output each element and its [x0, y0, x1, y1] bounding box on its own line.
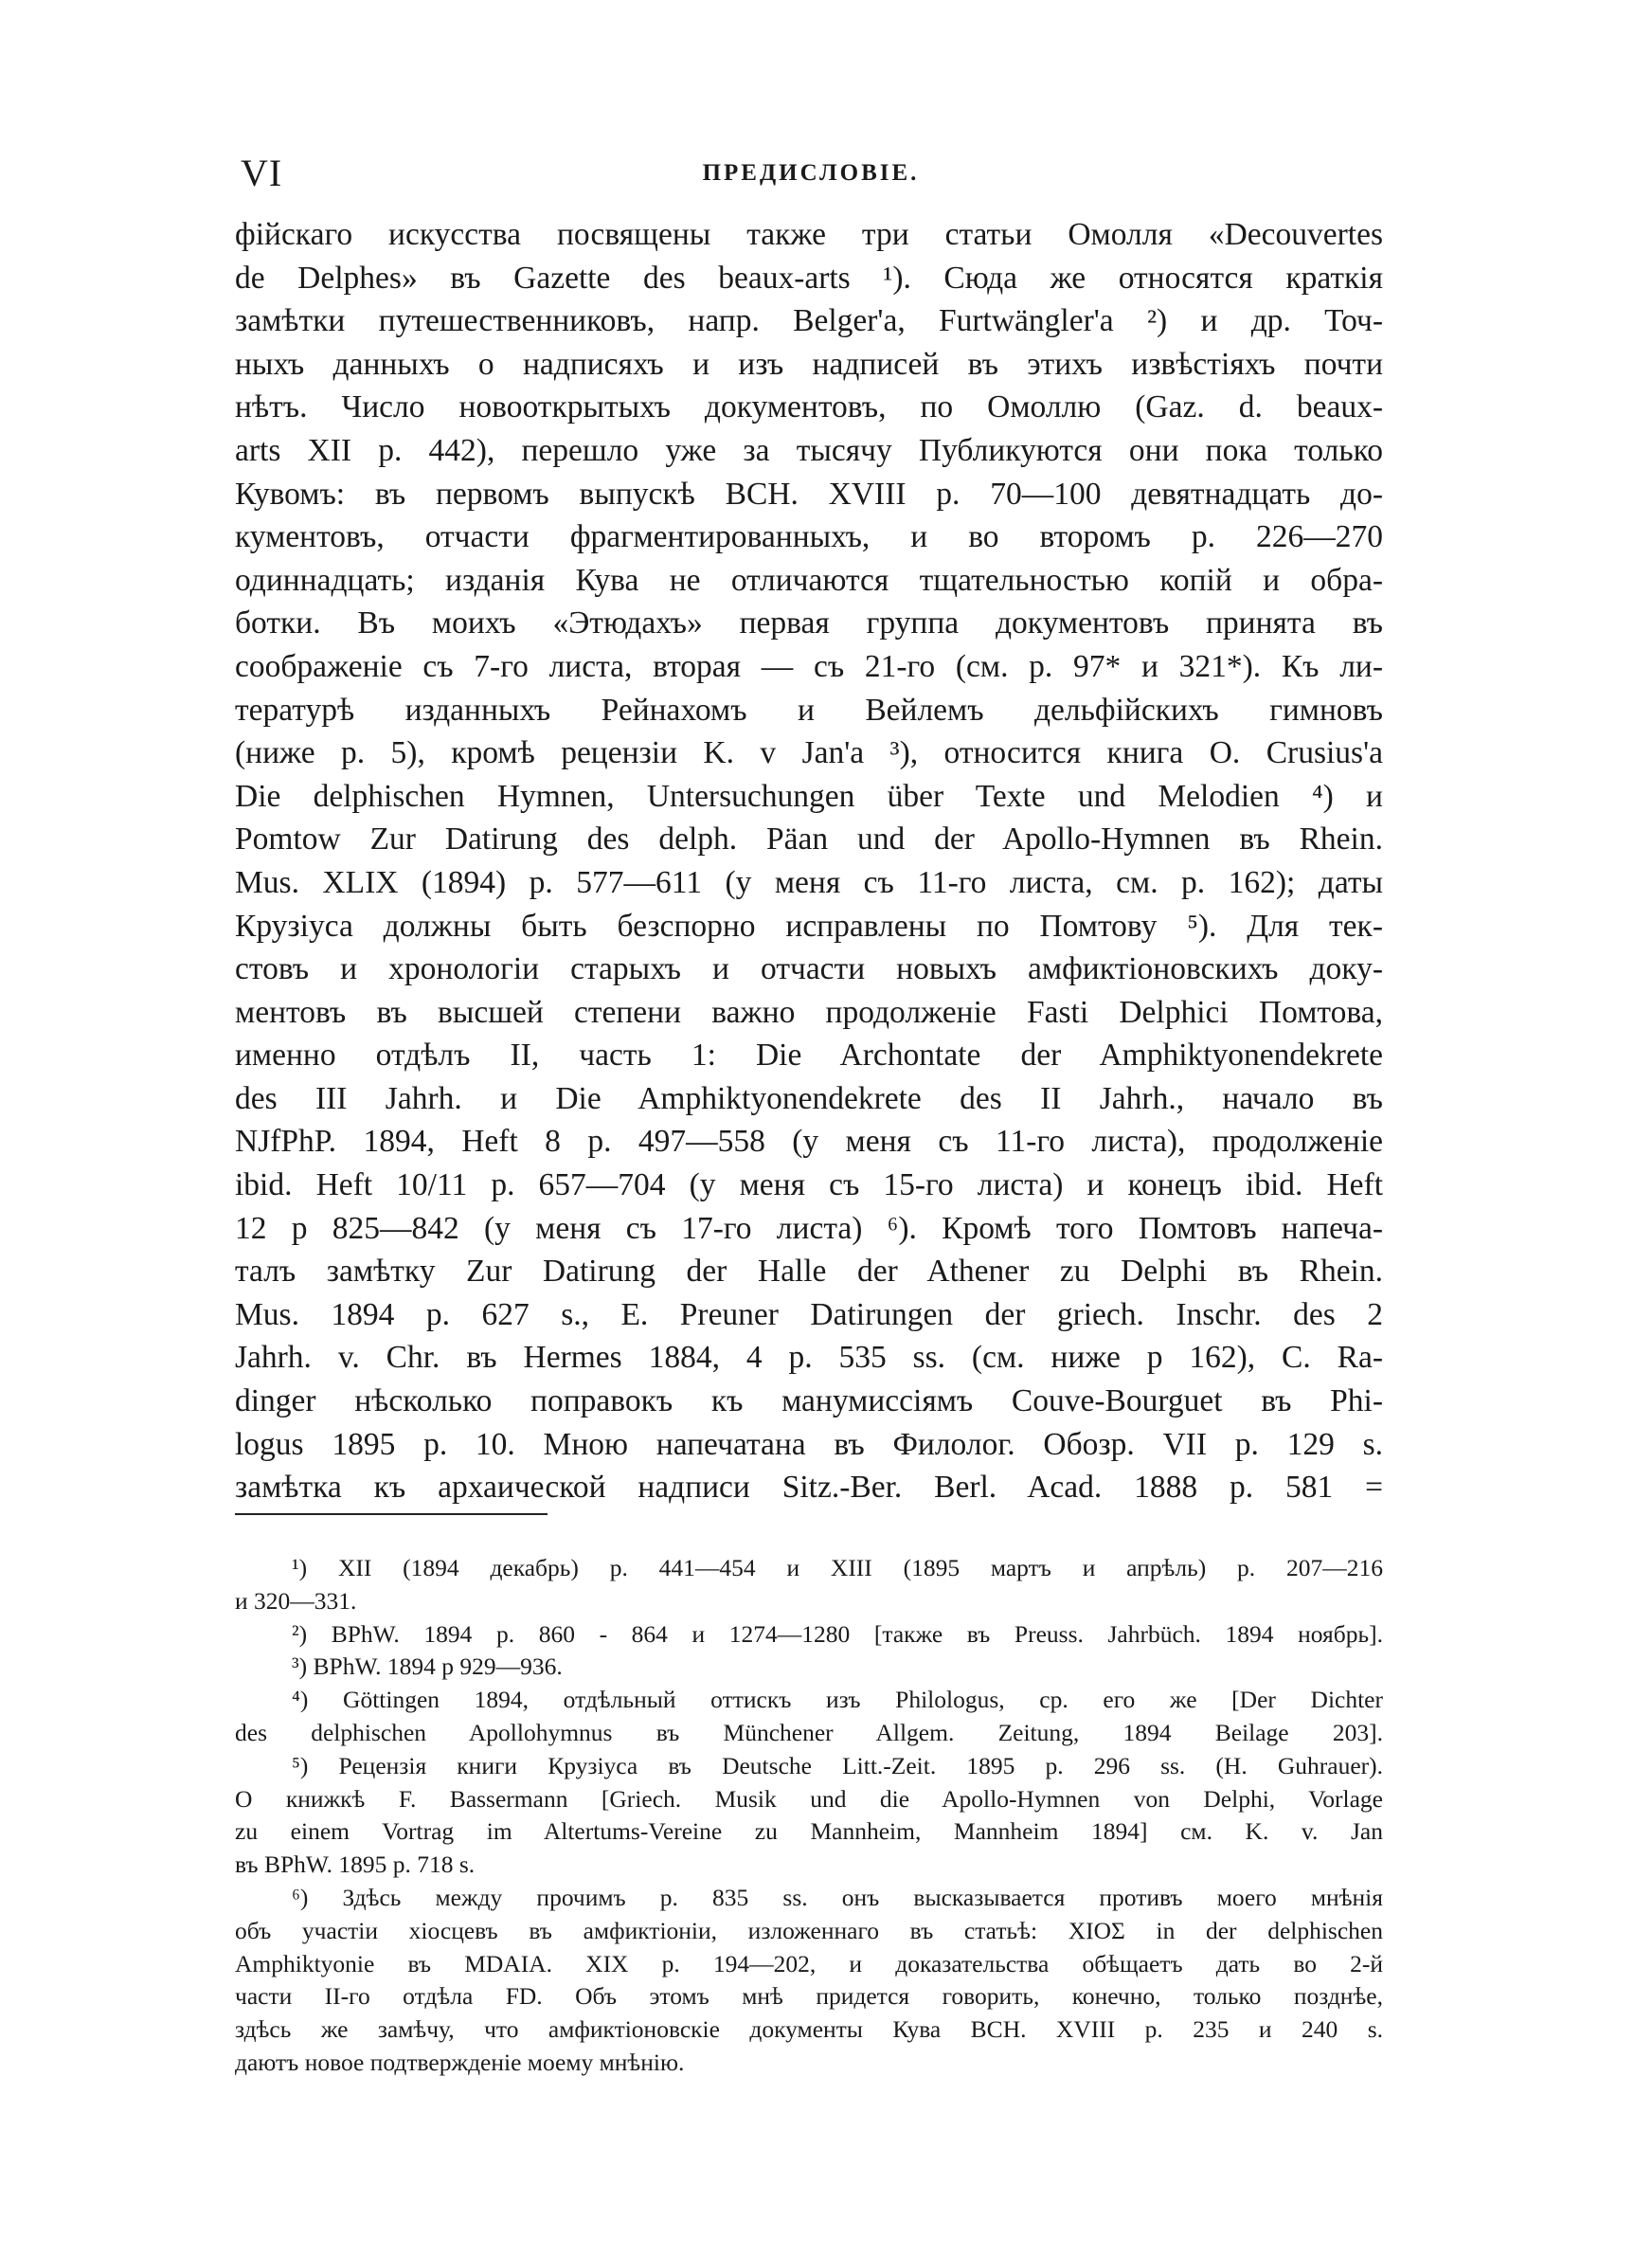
- body-line: Крузіуса должны быть безспорно исправлены по Помтову ⁵). Для тек-: [235, 908, 1383, 944]
- footnote-divider: [235, 1513, 548, 1515]
- body-line: de Delphes» въ Gazette des beaux-arts ¹). Сюда же относятся краткія: [235, 260, 1383, 296]
- body-line: ментовъ въ высшей степени важно продолженіе Fasti Delphici Помтова,: [235, 994, 1383, 1030]
- footnote-line: ⁴) Göttingen 1894, отдѣльный оттискъ изъ Philologus, ср. его же [Der Dichter: [292, 1686, 1383, 1714]
- body-line: Mus. 1894 p. 627 s., E. Preuner Datirungen der griech. Inschr. des 2: [235, 1296, 1383, 1332]
- body-line: NJfPhP. 1894, Heft 8 p. 497—558 (у меня съ 11-го листа), продолженіе: [235, 1124, 1383, 1160]
- footnote-line: части II-го отдѣла FD. Объ этомъ мнѣ придется говорить, конечно, только позднѣе,: [235, 1982, 1383, 2011]
- footnote-line: des delphischen Apollohymnus въ Münchener Allgem. Zeitung, 1894 Beilage 203].: [235, 1718, 1383, 1746]
- body-line: тературѣ изданныхъ Рейнахомъ и Вейлемъ дельфійскихъ гимновъ: [235, 692, 1383, 728]
- footnote-line: О книжкѣ F. Bassermann [Griech. Musik und die Apollo-Hymnen von Delphi, Vorlage: [235, 1784, 1383, 1813]
- footnote-line: ⁶) Здѣсь между прочимъ p. 835 ss. онъ высказывается противъ моего мнѣнія: [292, 1883, 1383, 1911]
- body-line: Mus. XLIX (1894) p. 577—611 (у меня съ 11-го листа, см. p. 162); даты: [235, 864, 1383, 900]
- footnotes: [235, 1552, 1383, 2080]
- footnote-line: объ участіи хіосцевъ въ амфиктіоніи, изложеннаго въ статьѣ: ΧΙΟΣ in der delphischen: [235, 1916, 1383, 1944]
- body-text: [235, 213, 1383, 1509]
- page-number: VI: [241, 152, 283, 194]
- body-line: Pomtow Zur Datirung des delph. Päan und der Apollo-Hymnen въ Rhein.: [235, 822, 1383, 858]
- body-line: ibid. Heft 10/11 p. 657—704 (у меня съ 15-го листа) и конецъ ibid. Heft: [235, 1167, 1383, 1203]
- body-line: Кувомъ: въ первомъ выпускѣ BCH. XVIII p. 70—100 девятнадцать до-: [235, 476, 1383, 512]
- footnote-line: ³) BPhW. 1894 p 929—936.: [292, 1652, 563, 1681]
- body-line: 12 p 825—842 (у меня съ 17-го листа) ⁶). Кромѣ того Помтовъ напеча-: [235, 1210, 1383, 1246]
- body-line: замѣтки путешественниковъ, напр. Belger'а, Furtwängler'а ²) и др. Точ-: [235, 303, 1383, 339]
- body-line: нѣтъ. Число новооткрытыхъ документовъ, по Омоллю (Gaz. d. beaux-: [235, 389, 1383, 425]
- footnote-line: въ BPhW. 1895 p. 718 s.: [235, 1851, 476, 1879]
- body-line: одиннадцать; изданія Кува не отличаются тщательностью копій и обра-: [235, 562, 1383, 598]
- footnote-line: здѣсь же замѣчу, что амфиктіоновскіе документы Кува BCH. XVIII p. 235 и 240 s.: [235, 2015, 1383, 2044]
- body-line: кументовъ, отчасти фрагментированныхъ, и во второмъ p. 226—270: [235, 519, 1383, 555]
- footnote-line: и 320—331.: [235, 1586, 357, 1615]
- body-line: dinger нѣсколько поправокъ къ манумиссіямъ Couve-Bourguet въ Phi-: [235, 1383, 1383, 1419]
- body-line: ныхъ данныхъ о надписяхъ и изъ надписей въ этихъ извѣстіяхъ почти: [235, 346, 1383, 382]
- body-line: замѣтка къ архаической надписи Sitz.-Ber. Berl. Acad. 1888 p. 581 =: [235, 1470, 1383, 1506]
- body-line: logus 1895 p. 10. Мною напечатана въ Филолог. Обозр. VII p. 129 s.: [235, 1426, 1383, 1462]
- body-line: arts XII p. 442), перешло уже за тысячу Публикуются они пока только: [235, 432, 1383, 468]
- running-head: ПРЕДИСЛОВІЕ.: [702, 160, 920, 186]
- body-line: стовъ и хронологіи старыхъ и отчасти новыхъ амфиктіоновскихъ доку-: [235, 951, 1383, 987]
- footnote-line: ¹) XII (1894 декабрь) p. 441—454 и XIII (1895 мартъ и апрѣль) p. 207—216: [292, 1554, 1383, 1581]
- body-line: des III Jahrh. и Die Amphiktyonendekrete des II Jahrh., начало въ: [235, 1080, 1383, 1116]
- body-line: фійскаго искусства посвящены также три статьи Омолля «Decouvertes: [235, 217, 1383, 252]
- footnote-line: Amphiktyonie въ MDAIA. XIX p. 194—202, и доказательства обѣщаетъ дать во 2-й: [235, 1949, 1383, 1977]
- footnote-line: даютъ новое подтвержденіе моему мнѣнію.: [235, 2048, 685, 2076]
- footnote-line: ⁵) Рецензія книги Крузіуса въ Deutsche Litt.-Zeit. 1895 p. 296 ss. (H. Guhrauer).: [292, 1751, 1383, 1779]
- footnote-line: ²) BPhW. 1894 p. 860 - 864 и 1274—1280 [также въ Preuss. Jahrbüch. 1894 ноябрь].: [292, 1619, 1383, 1648]
- body-line: Die delphischen Hymnen, Untersuchungen über Texte und Melodien ⁴) и: [235, 778, 1383, 814]
- body-line: соображеніе съ 7-го листа, вторая — съ 21-го (см. p. 97* и 321*). Къ ли-: [235, 648, 1383, 684]
- body-line: Jahrh. v. Chr. въ Hermes 1884, 4 p. 535 ss. (см. ниже p 162), C. Ra-: [235, 1340, 1383, 1376]
- page-header: [233, 152, 1389, 199]
- body-line: талъ замѣтку Zur Datirung der Halle der Athener zu Delphi въ Rhein.: [235, 1254, 1383, 1290]
- body-line: ботки. Въ моихъ «Этюдахъ» первая группа документовъ принята въ: [235, 605, 1383, 641]
- body-line: именно отдѣлъ II, часть 1: Die Archontate der Amphiktyonendekrete: [235, 1038, 1383, 1074]
- body-line: (ниже p. 5), кромѣ рецензіи K. v Jan'а ³), относится книга O. Crusius'а: [235, 735, 1383, 771]
- footnote-line: zu einem Vortrag im Altertums-Vereine zu Mannheim, Mannheim 1894] см. K. v. Jan: [235, 1817, 1383, 1846]
